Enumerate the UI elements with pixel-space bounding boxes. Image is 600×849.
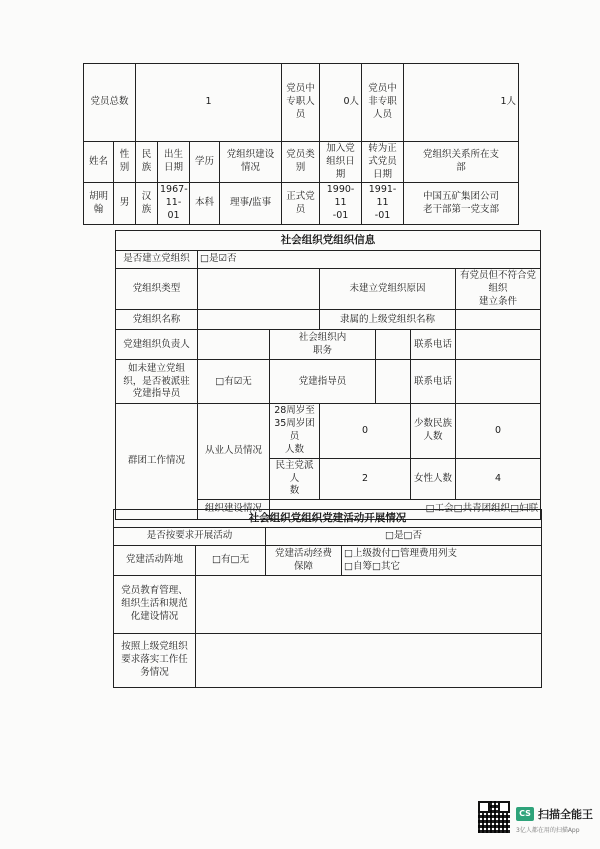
total-members-label: 党员总数 [84,64,136,142]
cell-education: 本科 [190,183,220,224]
instructor-value[interactable] [376,360,411,404]
member-table [83,63,519,225]
minority-value[interactable]: 0 [456,404,541,458]
party-org-title: 社会组织党组织信息 [116,231,541,251]
not-established-reason-value: 有党员但不符合党组织 建立条件 [456,269,541,310]
org-name-label: 党组织名称 [116,310,198,330]
app-tagline: 3亿人都在用的扫描App [516,827,580,834]
fulltime-label: 党员中 专职人员 [282,64,320,142]
funding-label: 党建活动经费 保障 [266,546,342,576]
header-gender: 性 别 [114,142,136,183]
fulltime-value: 0人 [320,64,362,142]
internal-post-value[interactable] [376,330,411,360]
cell-formal-date: 1991-11 -01 [362,183,404,224]
youth-label: 28周岁至 35周岁团员 人数 [270,404,320,458]
female-label: 女性人数 [411,458,456,499]
party-activity-table [113,509,542,688]
cell-name: 胡明 翰 [84,183,114,224]
cell-branch: 中国五矿集团公司 老干部第一党支部 [404,183,519,224]
org-build-label: 组织建设情况 [198,500,270,520]
mass-work-label: 群团工作情况 [116,404,198,520]
app-brand-name: 扫描全能王 [538,808,593,821]
instructor-checkbox[interactable]: □有☑无 [198,360,270,404]
activity-checkbox[interactable]: □是□否 [266,528,542,546]
party-org-table [115,230,541,520]
header-org-build: 党组织建设 情况 [220,142,282,183]
header-birth: 出生 日期 [158,142,190,183]
header-ethnicity: 民 族 [136,142,158,183]
parttime-value: 1人 [404,64,519,142]
header-join-date: 加入党 组织日 期 [320,142,362,183]
header-member-type: 党员类 别 [282,142,320,183]
qr-code-icon [478,801,510,833]
cell-member-type: 正式党 员 [282,183,320,224]
education-value[interactable] [196,576,542,634]
header-branch: 党组织关系所在支 部 [404,142,519,183]
phone-label: 联系电话 [411,330,456,360]
leader-value[interactable] [198,330,270,360]
phone2-label: 联系电话 [411,360,456,404]
parttime-label: 党员中 非专职人员 [362,64,404,142]
funding-checkbox[interactable]: □上级拨付□管理费用列支 □自筹□其它 [342,546,542,576]
female-value[interactable]: 4 [456,458,541,499]
party-activity-title: 社会组织党组织党建活动开展情况 [114,510,542,528]
superior-org-label: 隶属的上级党组织名称 [320,310,456,330]
phone-value[interactable] [456,330,541,360]
superior-task-value[interactable] [196,634,542,688]
header-name: 姓名 [84,142,114,183]
superior-task-label: 按照上级党组织 要求落实工作任 务情况 [114,634,196,688]
democratic-value[interactable]: 2 [320,458,411,499]
education-label: 党员教育管理、 组织生活和规范 化建设情况 [114,576,196,634]
established-label: 是否建立党组织 [116,251,198,269]
leader-label: 党建组织负责人 [116,330,198,360]
org-name-value[interactable] [198,310,320,330]
cell-org-build: 理事/监事 [220,183,282,224]
scanner-watermark [478,801,598,841]
cell-ethnicity: 汉 族 [136,183,158,224]
venue-checkbox[interactable]: □有□无 [196,546,266,576]
org-type-label: 党组织类型 [116,269,198,310]
header-education: 学历 [190,142,220,183]
phone2-value[interactable] [456,360,541,404]
org-type-value[interactable] [198,269,320,310]
superior-org-value[interactable] [456,310,541,330]
venue-label: 党建活动阵地 [114,546,196,576]
total-members-value: 1 [136,64,282,142]
instructor-label: 党建指导员 [270,360,376,404]
table-row [84,183,519,224]
established-checkbox[interactable]: □是☑否 [198,251,541,269]
not-established-reason-label: 未建立党组织原因 [320,269,456,310]
header-formal-date: 转为正 式党员 日期 [362,142,404,183]
youth-value[interactable]: 0 [320,404,411,458]
democratic-label: 民主党派人 数 [270,458,320,499]
org-build-checkbox[interactable]: □工会□共青团组织□妇联 [270,500,541,520]
cell-gender: 男 [114,183,136,224]
app-logo: CS [516,807,534,821]
minority-label: 少数民族 人数 [411,404,456,458]
cell-join-date: 1990-11 -01 [320,183,362,224]
staff-label: 从业人员情况 [198,404,270,500]
cell-birth: 1967- 11-01 [158,183,190,224]
internal-post-label: 社会组织内 职务 [270,330,376,360]
instructor-question-label: 如未建立党组 织，是否被派驻 党建指导员 [116,360,198,404]
activity-question-label: 是否按要求开展活动 [114,528,266,546]
